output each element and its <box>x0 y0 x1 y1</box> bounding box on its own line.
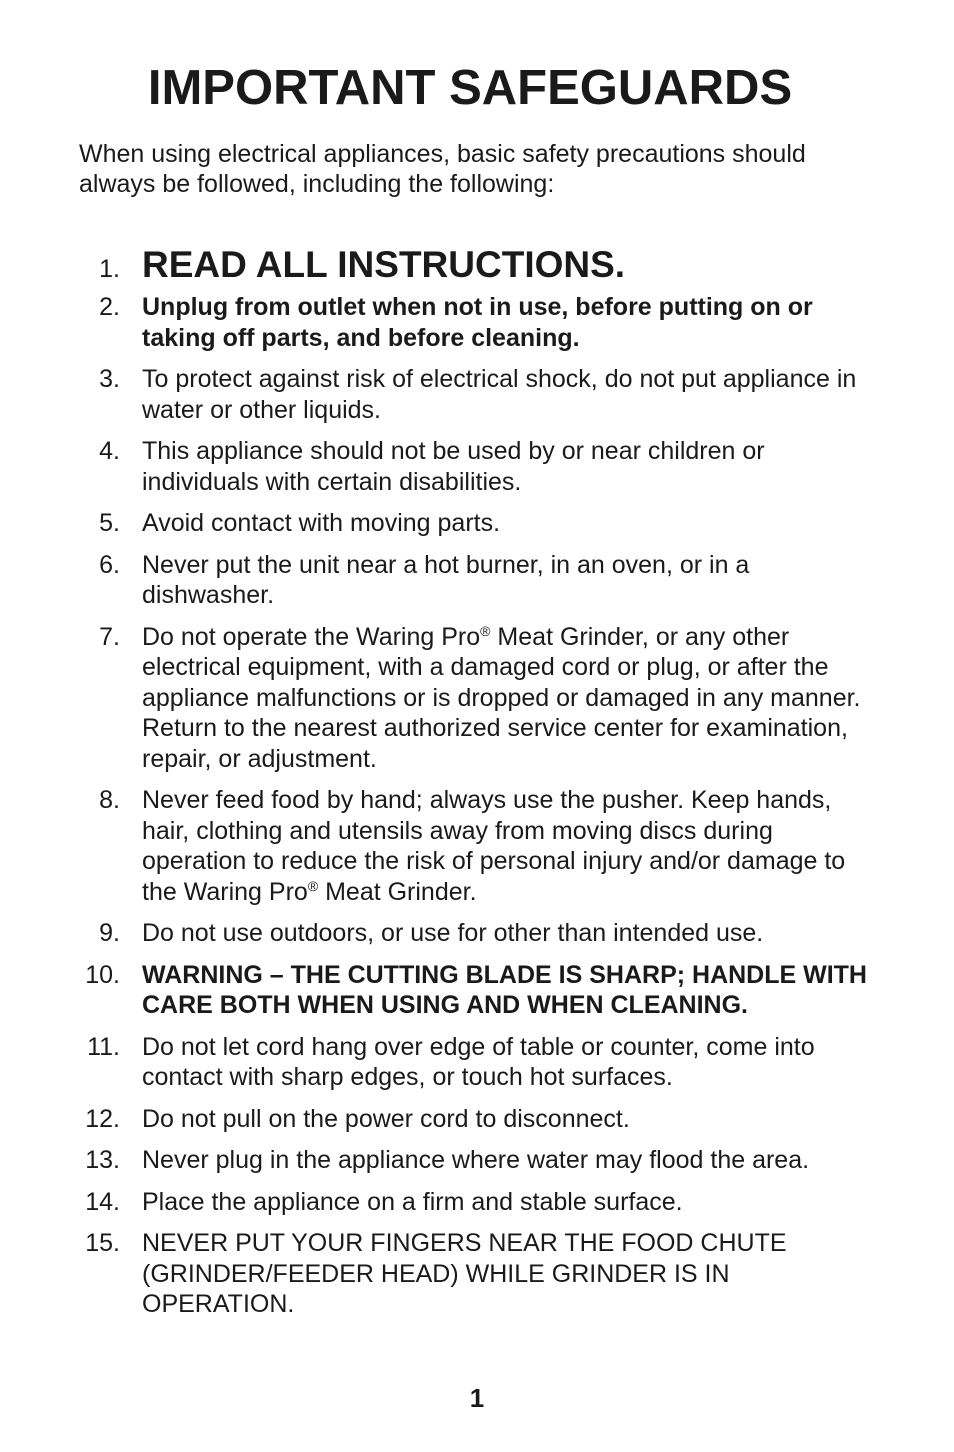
item-text-part: Meat Grinder, or any other electrical equipment, with a damaged cord or plug, or after the appliance malfunctions or is dropped or damaged in any manner. Return to the nearest authorized service center for examination, repair, or adjustment. <box>142 622 861 773</box>
list-item <box>0 364 954 425</box>
list-item <box>0 1104 954 1135</box>
list-item <box>0 1032 954 1093</box>
item-number: 13. <box>85 1146 120 1174</box>
list-item <box>0 785 954 907</box>
list-item <box>0 292 954 353</box>
list-item <box>0 550 954 611</box>
item-number: 12. <box>85 1104 120 1133</box>
item-number: 5. <box>99 509 120 537</box>
item-number: 3. <box>99 365 120 393</box>
item-text: Do not use outdoors, or use for other than intended use. <box>142 919 764 947</box>
item-text: Unplug from outlet when not in use, before putting on or taking off parts, and before cleaning. <box>142 293 813 352</box>
intro-paragraph: When using electrical appliances, basic safety precautions should always be followed, including the following: <box>79 140 806 198</box>
list-item <box>0 1187 954 1218</box>
item-text: Never put the unit near a hot burner, in an oven, or in a dishwasher. <box>142 550 750 609</box>
item-text: Never plug in the appliance where water may flood the area. <box>142 1146 810 1174</box>
page-number: 1 <box>469 1383 485 1413</box>
item-number: 8. <box>99 786 120 814</box>
item-text-part: Do not operate the Waring Pro <box>142 622 481 651</box>
item-text: Do not let cord hang over edge of table or counter, come into contact with sharp edges, or touch hot surfaces. <box>142 1032 815 1091</box>
item-text-part: Meat Grinder. <box>318 877 477 906</box>
item-text: Do not pull on the power cord to disconnect. <box>142 1104 630 1133</box>
registered-mark: ® <box>480 622 491 639</box>
item-text: Place the appliance on a firm and stable surface. <box>142 1187 683 1216</box>
item-text: NEVER PUT YOUR FINGERS NEAR THE FOOD CHUTE (GRINDER/FEEDER HEAD) WHILE GRINDER IS IN OPERATION. <box>142 1229 787 1318</box>
list-item <box>0 508 954 539</box>
safeguards-list <box>0 238 954 1331</box>
item-text: Avoid contact with moving parts. <box>142 509 501 537</box>
item-text: WARNING – THE CUTTING BLADE IS SHARP; HANDLE WITH CARE BOTH WHEN USING AND WHEN CLEANING. <box>142 960 867 1019</box>
page-title: IMPORTANT SAFEGUARDS <box>147 61 793 115</box>
item-number: 9. <box>99 919 120 947</box>
registered-mark: ® <box>307 877 319 894</box>
list-item <box>0 1228 954 1320</box>
item-number: 2. <box>99 293 120 321</box>
list-item <box>0 960 954 1021</box>
list-item <box>0 622 954 775</box>
item-number: 11. <box>87 1032 120 1061</box>
item-number: 4. <box>99 437 120 465</box>
item-text: To protect against risk of electrical shock, do not put appliance in water or other liquids. <box>142 365 857 424</box>
item-text <box>142 622 867 775</box>
list-item <box>0 238 954 292</box>
item-text-part: Never feed food by hand; always use the pusher. Keep hands, hair, clothing and utensils away from moving discs during operation to reduce the risk of personal injury and/or damage to the Waring Pro <box>142 786 846 906</box>
item-number: 6. <box>99 550 120 579</box>
item-number: 15. <box>85 1229 120 1257</box>
list-item <box>0 918 954 949</box>
item-number: 10. <box>85 960 120 989</box>
item-text: This appliance should not be used by or near children or individuals with certain disabilities. <box>142 437 765 496</box>
item-number: 1. <box>99 255 120 283</box>
item-number: 7. <box>99 622 120 651</box>
item-number: 14. <box>85 1187 120 1216</box>
item-text: READ ALL INSTRUCTIONS. <box>142 244 626 285</box>
list-item <box>0 1145 954 1176</box>
item-text <box>142 785 867 907</box>
list-item <box>0 436 954 497</box>
